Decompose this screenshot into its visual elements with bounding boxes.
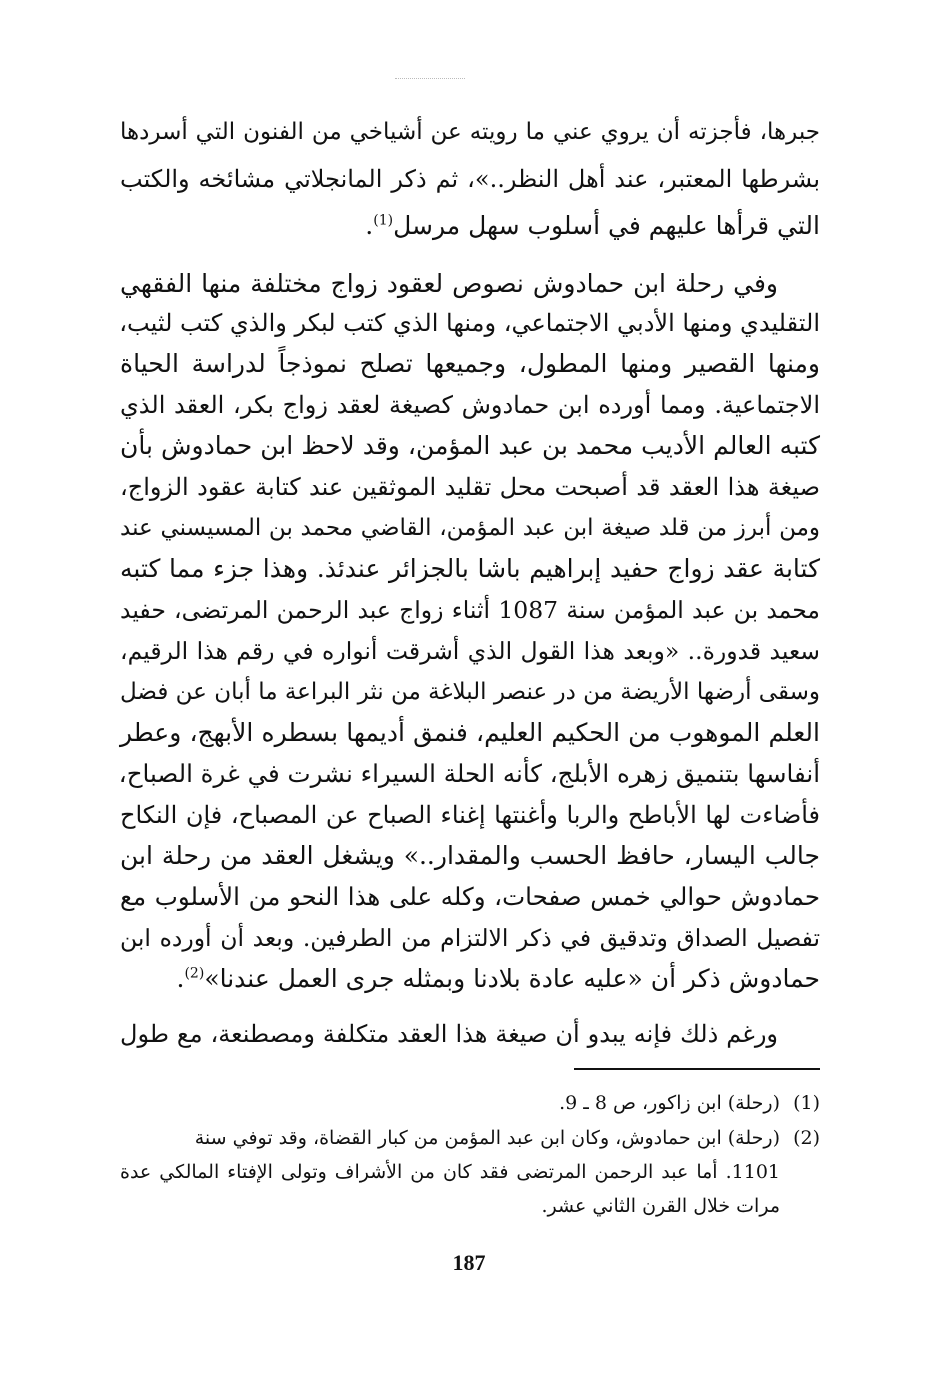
body-line: الاجتماعية. ومما أورده ابن حمادوش كصيغة لعقد زواج بكر، العقد الذي — [120, 391, 820, 419]
body-line: بشرطها المعتبر، عند أهل النظر..»، ثم ذكر المانجلاتي مشائخه والكتب — [120, 165, 820, 193]
footnote-ref-1: (1) — [373, 212, 394, 229]
footnote-2-line: مرات خلال القرن الثاني عشر. — [541, 1195, 780, 1217]
footnote-ref-2: (2) — [184, 965, 205, 982]
body-line: جبرها، فأجزته أن يروي عني ما رويته عن أشياخي من الفنون التي أسردها — [120, 119, 820, 145]
body-line-text: التي قرأها عليهم في أسلوب سهل مرسل — [393, 211, 820, 240]
footnote-text: (رحلة) ابن حمادوش، وكان ابن عبد المؤمن من كبار القضاة، وقد توفي سنة — [194, 1127, 780, 1149]
body-line: حمادوش ذكر أن «عليه عادة بلادنا وبمثله جرى العمل عندنا»$^{(2)}$. — [176, 964, 820, 993]
body-line: كتبه العالم الأديب محمد بن عبد المؤمن، وقد لاحظ ابن حمادوش بأن — [120, 431, 820, 460]
body-line: جالب اليسار، حافظ الحسب والمقدار..» ويشغل العقد من رحلة ابن — [120, 841, 820, 870]
body-line: التي قرأها عليهم في أسلوب سهل مرسل$^{(1)}$. — [365, 211, 820, 240]
body-line: محمد بن عبد المؤمن سنة 1087 أثناء زواج عبد الرحمن المرتضى، حفيد — [120, 596, 820, 624]
body-line: التقليدي ومنها الأدبي الاجتماعي، ومنها الذي كتب لبكر والذي كتب لثيب، — [119, 309, 820, 337]
body-line: فأضاءت لها الأباطح والربا وأغنتها إغناء الصباح عن المصباح، فإن النكاح — [120, 801, 820, 829]
body-line: ومن أبرز من قلد صيغة ابن عبد المؤمن، القاضي محمد بن المسيسني عند — [120, 515, 820, 541]
body-line: ورغم ذلك فإنه يبدو أن صيغة هذا العقد متكلفة ومصطنعة، مع طول — [120, 1020, 778, 1048]
footnote-2 — [120, 1120, 820, 1156]
footnote-text: (رحلة) ابن زاكور، ص 8 ـ 9. — [559, 1092, 780, 1114]
footnote-1 — [120, 1085, 820, 1121]
body-line: وسقى أرضها الأريضة من در عنصر البلاغة من نثر البراعة ما أبان عن فضل — [120, 679, 820, 705]
body-line: أنفاسها بتنميق زهره الأبلج، كأنه الحلة السيراء نشرت في غرة الصباح، — [118, 759, 820, 788]
body-line: سعيد قدورة.. «وبعد هذا القول الذي أشرقت أنواره في رقم هذا الرقيم، — [120, 637, 820, 665]
scan-mark — [395, 78, 465, 81]
body-line-text: حمادوش ذكر أن «عليه عادة بلادنا وبمثله جرى العمل عندنا» — [204, 964, 820, 993]
body-line: صيغة هذا العقد قد أصبحت محل تقليد الموثقين عند كتابة عقود الزواج، — [120, 473, 820, 501]
body-line: كتابة عقد زواج حفيد إبراهيم باشا بالجزائر عندئذ. وهذا جزء مما كتبه — [120, 554, 820, 583]
footnote-separator — [574, 1068, 820, 1070]
footnote-2-line: 1101. أما عبد الرحمن المرتضى فقد كان من الأشراف وتولى الإفتاء المالكي عدة — [120, 1161, 780, 1183]
body-line: ومنها القصير ومنها المطول، وجميعها تصلح نموذجاً لدراسة الحياة — [120, 349, 820, 378]
body-line: العلم الموهوب من الحكيم العليم، فنمق أديمها بسطره الأبهج، وعطر — [120, 718, 820, 747]
page-number: 187 — [452, 1250, 486, 1275]
body-line: حمادوش حوالي خمس صفحات، وكله على هذا النحو من الأسلوب مع — [120, 882, 820, 911]
footnote-number: (2) — [793, 1127, 820, 1149]
body-line: وفي رحلة ابن حمادوش نصوص لعقود زواج مختلفة منها الفقهي — [120, 269, 778, 298]
body-line: تفصيل الصداق وتدقيق في ذكر الالتزام من الطرفين. وبعد أن أورده ابن — [120, 924, 820, 952]
footnote-number: (1) — [793, 1092, 820, 1114]
